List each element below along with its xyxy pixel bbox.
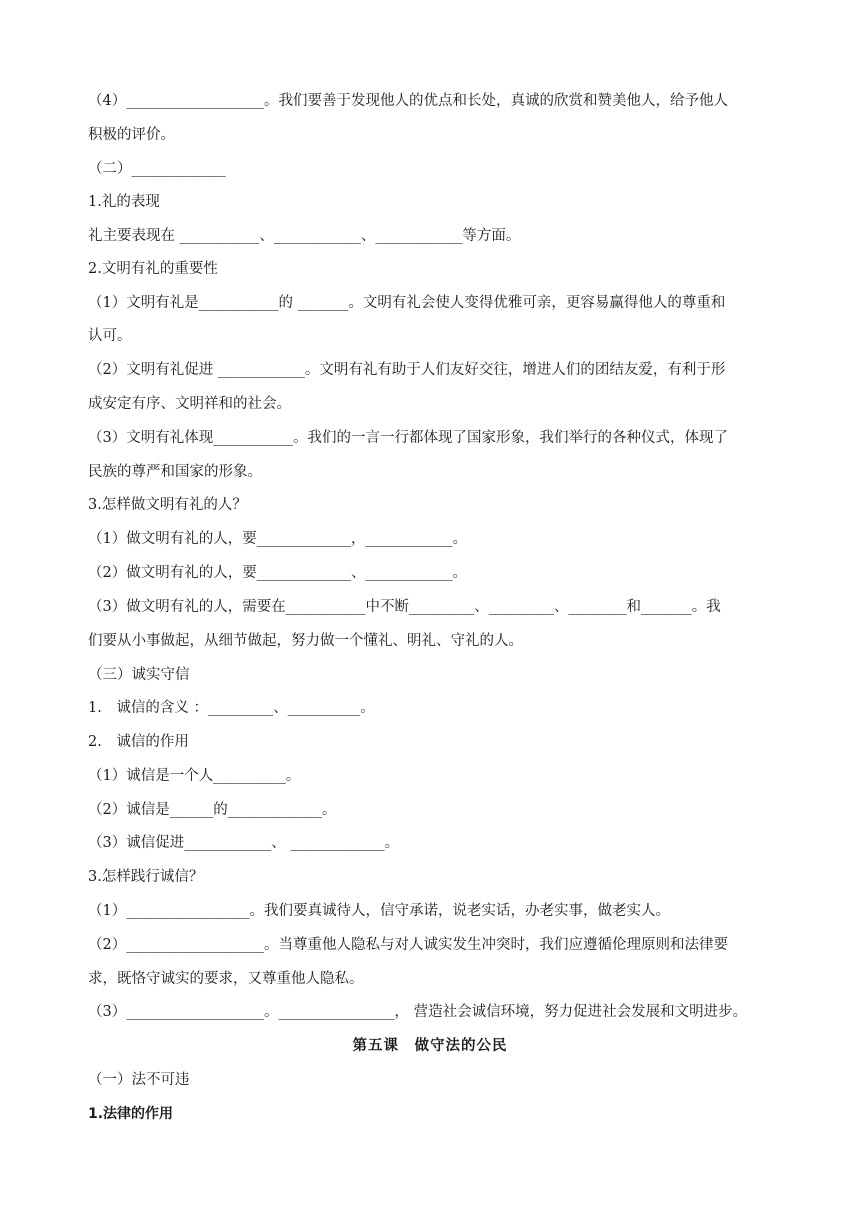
text-line: （4）___________________。我们要善于发现他人的优点和长处，真诚的欣赏和赞美他人，给予他人	[88, 93, 728, 109]
text-line: （3）文明有礼体现___________。我们的一言一行都体现了国家形象，我们举行的各种仪式，体现了	[88, 430, 728, 446]
text-line: （1）文明有礼是___________的 _______。文明有礼会使人变得优雅可亲，更容易赢得他人的尊重和	[88, 295, 726, 311]
text-line: 1. 诚信的含义 ：_________、__________。	[88, 700, 375, 716]
subheading: 1.法律的作用	[88, 1106, 174, 1122]
text-line: （1）_________________。我们要真诚待人，信守承诺，说老实话，办老实事，做老实人。	[88, 903, 670, 919]
text-line: 成安定有序、文明祥和的社会。	[88, 396, 291, 412]
text-line: （2）文明有礼促进 ____________。文明有礼有助于人们友好交往，增进人们的团结友爱，有利于形	[88, 362, 726, 378]
text-line: （2）___________________。当尊重他人隐私与对人诚实发生冲突时，我们应遵循伦理原则和法律要	[88, 937, 728, 953]
text-line: （3）做文明有礼的人，需要在___________中不断_________、_________、________和_______。我	[88, 599, 721, 615]
text-line: （1）做文明有礼的人，要_____________，____________。	[88, 531, 467, 547]
text-line: （2）诚信是______的_____________。	[88, 802, 337, 818]
lesson-title: 第五课 做守法的公民	[352, 1037, 508, 1054]
text-line: （1）诚信是一个人__________。	[88, 768, 301, 784]
text-line: 求，既恪守诚实的要求，又尊重他人隐私。	[88, 971, 364, 987]
text-line: 3.怎样做文明有礼的人？	[88, 497, 247, 513]
section-heading: （一）法不可违	[88, 1072, 190, 1088]
text-line: 1.礼的表现	[88, 194, 160, 210]
text-line: （2）做文明有礼的人，要_____________、____________。	[88, 565, 467, 581]
text-line: 民族的尊严和国家的形象。	[88, 464, 262, 480]
text-line: 认可。	[88, 328, 132, 344]
text-line: （三）诚实守信	[88, 667, 190, 683]
text-line: （二）_____________	[88, 161, 226, 177]
text-line: 3.怎样践行诚信？	[88, 869, 204, 885]
text-line: 积极的评价。	[88, 127, 175, 143]
text-line: 礼主要表现在 ___________、____________、____________等方面。	[88, 228, 521, 244]
text-line: 2. 诚信的作用	[88, 734, 189, 750]
text-line: 们要从小事做起，从细节做起，努力做一个懂礼、明礼、守礼的人。	[88, 633, 523, 649]
text-line: 2.文明有礼的重要性	[88, 261, 218, 277]
text-line: （3）诚信促进____________、 _____________。	[88, 835, 400, 851]
text-line: （3）___________________。________________， 营造社会诚信环境，努力促进社会发展和文明进步。	[88, 1004, 748, 1020]
